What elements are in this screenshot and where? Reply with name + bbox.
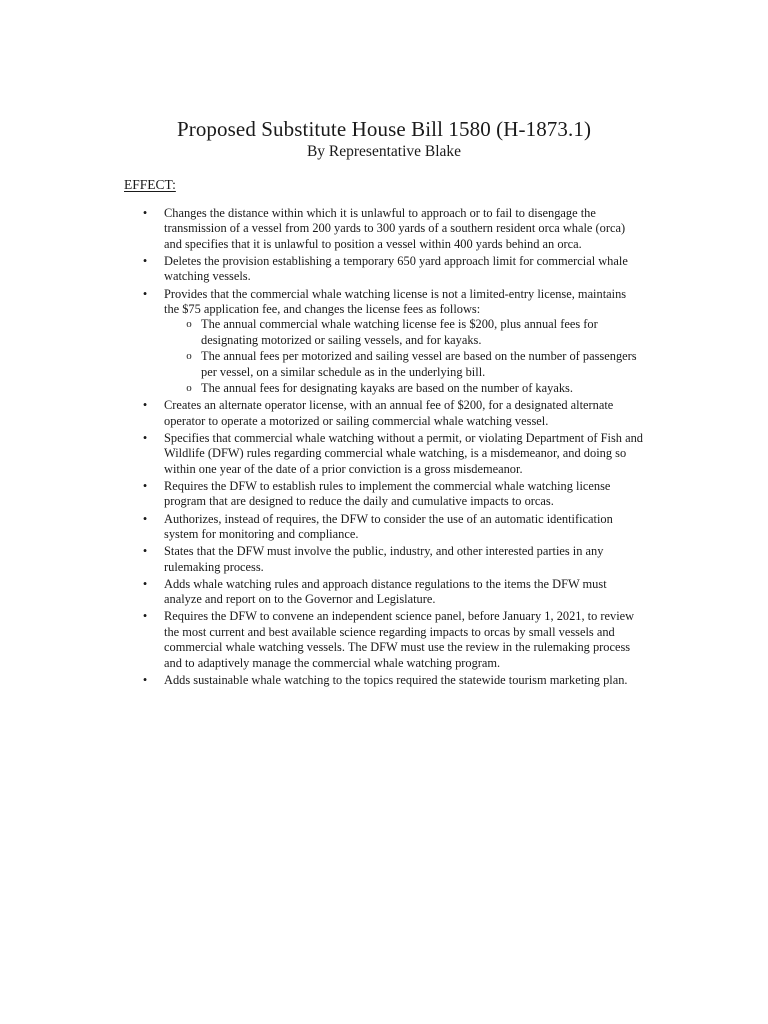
document-subtitle: By Representative Blake bbox=[306, 143, 462, 160]
effect-item bbox=[124, 287, 644, 397]
bullet-icon: • bbox=[142, 576, 148, 591]
effect-text: Specifies that commercial whale watching without a permit, or violating Department of Fish and Wildlife (DFW) rules regarding commercial whale watching, is a misdemeanor, and doing so within one year of the date of a prior conviction is a gross misdemeanor. bbox=[164, 430, 643, 476]
hollow-bullet-icon: o bbox=[186, 350, 192, 363]
bullet-icon: • bbox=[142, 478, 148, 493]
effect-sub-item bbox=[164, 381, 644, 396]
effect-sub-text: The annual commercial whale watching license fee is $200, plus annual fees for designating motorized or sailing vessels, and for kayaks. bbox=[201, 317, 598, 347]
effect-text: Creates an alternate operator license, with an annual fee of $200, for a designated alternate operator to operate a motorized or sailing commercial whale watching vessel. bbox=[164, 398, 614, 428]
bullet-icon: • bbox=[142, 544, 148, 559]
effect-item bbox=[124, 431, 644, 477]
effect-sub-list bbox=[164, 317, 644, 396]
bullet-icon: • bbox=[142, 286, 148, 301]
effect-text: Requires the DFW to establish rules to implement the commercial whale watching license program that are designed to reduce the daily and cumulative impacts to orcas. bbox=[164, 478, 611, 509]
effect-text: Adds sustainable whale watching to the topics required the statewide tourism marketing plan. bbox=[164, 672, 628, 687]
effects-list bbox=[124, 206, 644, 690]
bullet-icon: • bbox=[142, 430, 148, 445]
hollow-bullet-icon: o bbox=[186, 382, 192, 395]
effect-item bbox=[124, 544, 644, 575]
effect-item bbox=[124, 398, 644, 429]
effect-item bbox=[124, 254, 644, 285]
bullet-icon: • bbox=[142, 206, 148, 220]
effect-sub-text: The annual fees per motorized and sailing vessel are based on the number of passengers per vessel, on a similar schedule as in the underlying bill. bbox=[201, 349, 637, 379]
bullet-icon: • bbox=[142, 609, 148, 624]
effect-text: Requires the DFW to convene an independent science panel, before January 1, 2021, to review the most current and best available science regarding impacts to orcas by small vessels and commercial whale watching vessels. The DFW must use the review in the rulemaking process and to adaptively manage the commercial whale watching program. bbox=[164, 609, 635, 670]
effect-sub-text: The annual fees for designating kayaks are based on the number of kayaks. bbox=[201, 381, 573, 396]
effect-heading: EFFECT: bbox=[124, 177, 176, 192]
effect-item bbox=[124, 479, 644, 510]
bullet-icon: • bbox=[142, 254, 148, 269]
effect-text: Adds whale watching rules and approach distance regulations to the items the DFW must analyze and report on to the Governor and Legislature. bbox=[164, 576, 607, 607]
effect-text: Provides that the commercial whale watching license is not a limited-entry license, maintains the $75 application fee, and changes the license fees as follows: bbox=[164, 286, 627, 317]
effect-item bbox=[124, 512, 644, 543]
bullet-icon: • bbox=[142, 398, 148, 413]
hollow-bullet-icon: o bbox=[186, 318, 192, 331]
effect-text: Changes the distance within which it is unlawful to approach or to fail to disengage the transmission of a vessel from 200 yards to 300 yards of a southern resident orca whale (orca) and specifies that it is unlawful to position a vessel within 400 yards behind an orca. bbox=[164, 206, 626, 251]
effect-text: Deletes the provision establishing a temporary 650 yard approach limit for commercial whale watching vessels. bbox=[164, 254, 628, 284]
bullet-icon: • bbox=[142, 672, 148, 687]
document-title: Proposed Substitute House Bill 1580 (H-1873.1) bbox=[176, 117, 592, 141]
effect-item bbox=[124, 609, 644, 671]
bullet-icon: • bbox=[142, 511, 148, 526]
effect-item bbox=[124, 577, 644, 608]
effect-item bbox=[124, 206, 644, 252]
effect-item bbox=[124, 673, 644, 688]
effect-text: States that the DFW must involve the public, industry, and other interested parties in any rulemaking process. bbox=[164, 544, 604, 574]
effect-text: Authorizes, instead of requires, the DFW to consider the use of an automatic identification system for monitoring and compliance. bbox=[164, 511, 613, 541]
effect-sub-item bbox=[164, 349, 644, 380]
effect-sub-item bbox=[164, 317, 644, 348]
